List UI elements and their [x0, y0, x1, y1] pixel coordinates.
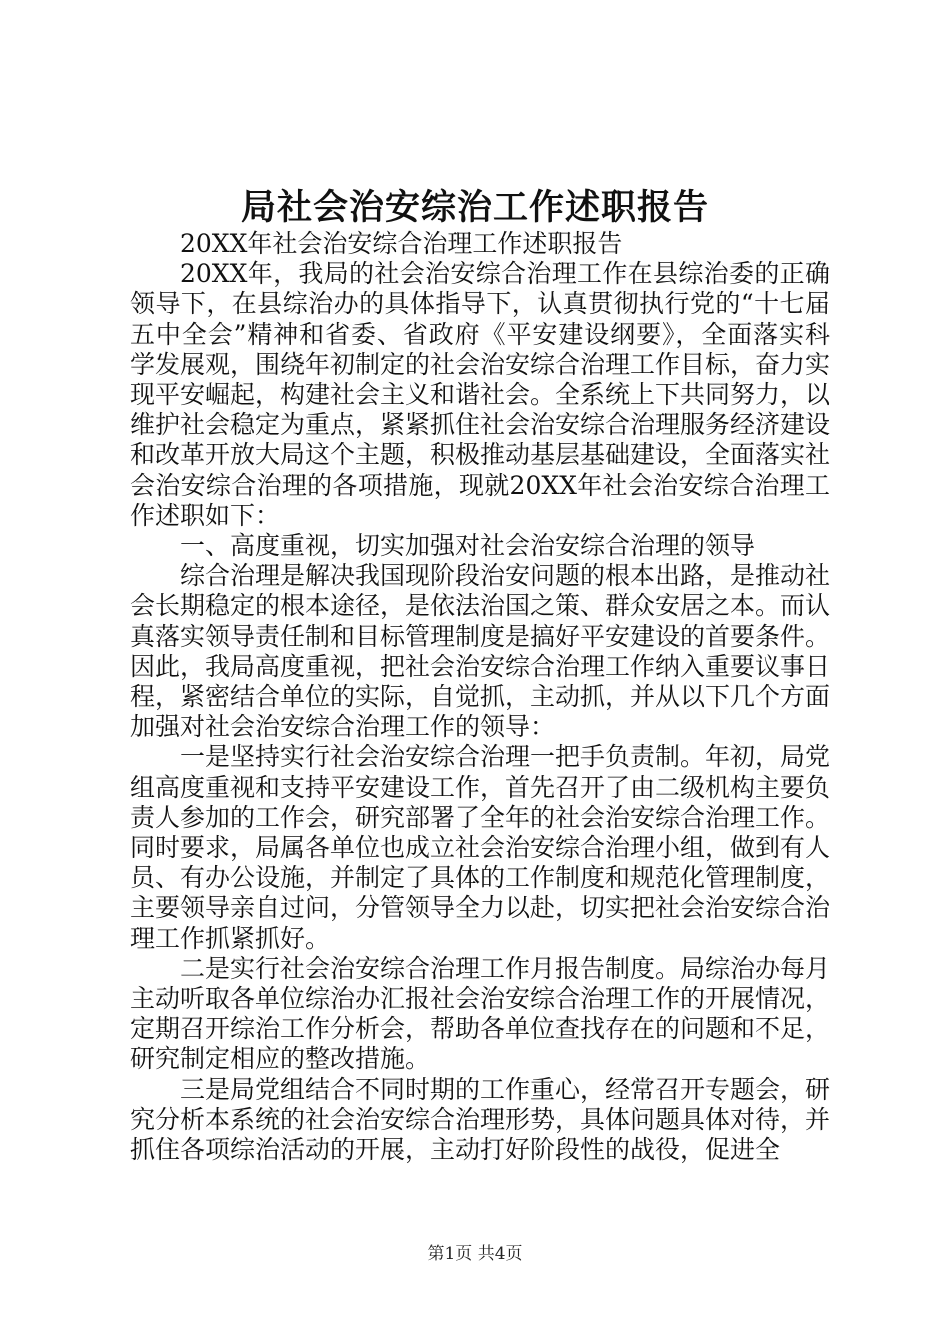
paragraph-intro: 20XX年，我局的社会治安综合治理工作在县综治委的正确领导下，在县综治办的具体指导下，认真贯彻执行党的“十七届五中全会”精神和省委、省政府《平安建设纲要》，全面落实科学发展观，围绕年初制定的社会治安综合治理工作目标，奋力实现平安崛起，构建社会主义和谐社会。全系统上下共同努力，以维护社会稳定为重点，紧紧抓住社会治安综合治理服务经济建设和改革开放大局这个主题，积极推动基层基础建设，全面落实社会治安综合治理的各项措施，现就20XX年社会治安综合治理工作述职如下：	[130, 259, 831, 530]
paragraph-section-1: 综合治理是解决我国现阶段治安问题的根本出路，是推动社会长期稳定的根本途径，是依法治国之策、群众安居之本。而认真落实领导责任制和目标管理制度是搞好平安建设的首要条件。因此，我局高度重视，把社会治安综合治理工作纳入重要议事日程，紧密结合单位的实际，自觉抓，主动抓，并从以下几个方面加强对社会治安综合治理工作的领导：	[130, 561, 831, 742]
paragraph-point-1: 一是坚持实行社会治安综合治理一把手负责制。年初，局党组高度重视和支持平安建设工作，首先召开了由二级机构主要负责人参加的工作会，研究部署了全年的社会治安综合治理工作。同时要求，局属各单位也成立社会治安综合治理小组，做到有人员、有办公设施，并制定了具体的工作制度和规范化管理制度，主要领导亲自过问，分管领导全力以赴，切实把社会治安综合治理工作抓紧抓好。	[130, 742, 831, 953]
page-number-footer: 第1页 共4页	[427, 1244, 523, 1264]
paragraph-point-3: 三是局党组结合不同时期的工作重心，经常召开专题会，研究分析本系统的社会治安综合治理形势，具体问题具体对待，并抓住各项综治活动的开展，主动打好阶段性的战役，促进全	[130, 1074, 831, 1165]
paragraph-point-2: 二是实行社会治安综合治理工作月报告制度。局综治办每月主动听取各单位综治办汇报社会治安综合治理工作的开展情况，定期召开综治工作分析会，帮助各单位查找存在的问题和不足，研究制定相应的整改措施。	[130, 953, 831, 1074]
document-title: 局社会治安综治工作述职报告	[240, 187, 709, 228]
section-heading-1: 一、高度重视，切实加强对社会治安综合治理的领导	[180, 531, 756, 561]
document-body	[130, 229, 830, 1165]
paragraph-subtitle: 20XX年社会治安综合治理工作述职报告	[180, 229, 623, 258]
